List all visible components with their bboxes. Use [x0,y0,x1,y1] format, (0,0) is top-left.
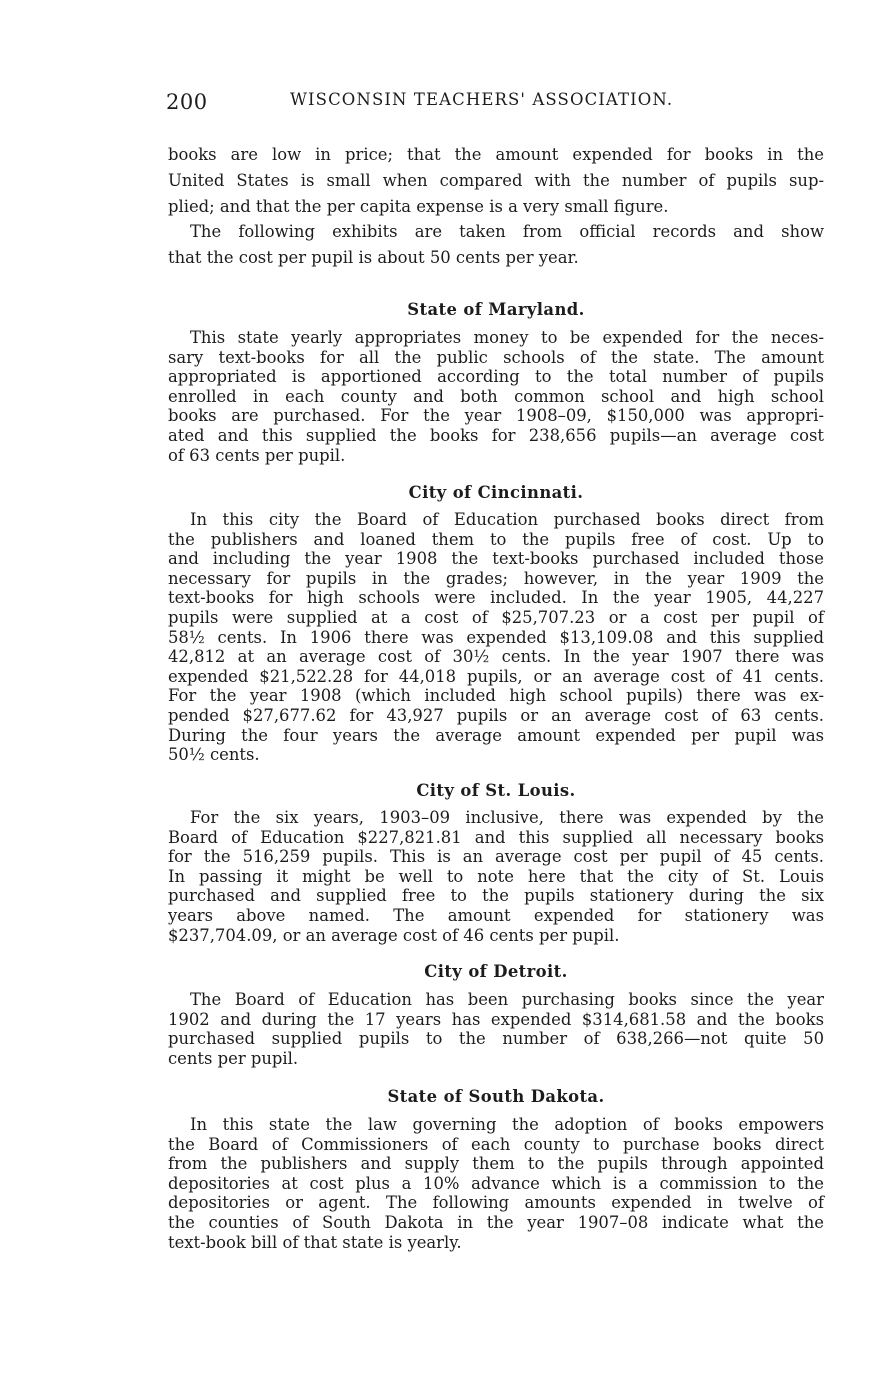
text-line: pupils were supplied at a cost of $25,707.23 or a cost per pupil of [168,607,824,627]
text-line: text-books for high schools were included. In the year 1905, 44,227 [168,588,824,608]
section-body-cincinnati [168,510,824,765]
text-line: depositories or agent. The following amounts expended in twelve of [168,1193,824,1213]
text-line: the publishers and loaned them to the pupils free of cost. Up to [168,529,824,549]
section-body-st-louis [168,808,824,945]
intro-paragraph [168,142,824,220]
page-header [166,88,826,118]
section-body-south-dakota [168,1115,824,1252]
text-line: purchased and supplied free to the pupils stationery during the six [168,886,824,906]
text-line: United States is small when compared with the number of pupils sup- [168,171,824,190]
section-heading-st-louis: City of St. Louis. [416,781,576,800]
text-line: Board of Education $227,821.81 and this supplied all necessary books [168,827,824,847]
text-line: sary text-books for all the public schools of the state. The amount [168,347,824,367]
text-line: pended $27,677.62 for 43,927 pupils or an average cost of 63 cents. [168,705,824,725]
section-heading-maryland: State of Maryland. [407,300,585,319]
running-title: WISCONSIN TEACHERS' ASSOCIATION. [290,90,674,109]
text-line: from the publishers and supply them to the pupils through appointed [168,1154,824,1174]
text-line: For the six years, 1903–09 inclusive, there was expended by the [190,808,824,827]
text-line: In this city the Board of Education purchased books direct from [190,510,824,529]
text-line: years above named. The amount expended for stationery was [168,905,824,925]
text-line: that the cost per pupil is about 50 cents per year. [168,248,579,267]
text-line: the counties of South Dakota in the year 1907–08 indicate what the [168,1212,824,1232]
text-line: 1902 and during the 17 years has expended $314,681.58 and the books [168,1009,824,1029]
text-line: text-book bill of that state is yearly. [168,1232,462,1252]
text-line: enrolled in each county and both common school and high school [168,386,824,406]
text-line: and including the year 1908 the text-books purchased included those [168,549,824,569]
text-line: For the year 1908 (which included high school pupils) there was ex- [168,686,824,706]
text-line: In passing it might be well to note here that the city of St. Louis [168,866,824,886]
section-heading-cincinnati: City of Cincinnati. [408,483,584,502]
text-line: necessary for pupils in the grades; however, in the year 1909 the [168,568,824,588]
section-body-detroit [168,990,824,1068]
text-line: of 63 cents per pupil. [168,445,346,465]
text-line: 50½ cents. [168,745,260,765]
text-line: 58½ cents. In 1906 there was expended $13,109.08 and this supplied [168,627,824,647]
text-line: expended $21,522.28 for 44,018 pupils, or an average cost of 41 cents. [168,666,824,686]
text-line: purchased supplied pupils to the number of 638,266—not quite 50 [168,1029,824,1049]
text-line: During the four years the average amount expended per pupil was [168,725,824,745]
section-heading-south-dakota: State of South Dakota. [387,1087,605,1106]
page-number: 200 [166,90,208,114]
text-line: The Board of Education has been purchasing books since the year [190,990,824,1009]
text-line: depositories at cost plus a 10% advance which is a commission to the [168,1173,824,1193]
section-heading-detroit: City of Detroit. [424,962,568,981]
text-line: for the 516,259 pupils. This is an average cost per pupil of 45 cents. [168,847,824,867]
exhibits-intro-paragraph [168,219,824,271]
section-body-maryland [168,328,824,465]
text-line: books are purchased. For the year 1908–09, $150,000 was appropri- [168,406,824,426]
text-line: This state yearly appropriates money to be expended for the neces- [190,328,824,347]
text-line: the Board of Commissioners of each county to purchase books direct [168,1134,824,1154]
text-line: plied; and that the per capita expense is a very small figure. [168,197,669,216]
text-line: cents per pupil. [168,1048,299,1068]
text-line: $237,704.09, or an average cost of 46 cents per pupil. [168,925,620,945]
text-line: books are low in price; that the amount expended for books in the [168,145,824,164]
text-line: appropriated is apportioned according to the total number of pupils [168,367,824,387]
text-line: In this state the law governing the adoption of books empowers [190,1115,824,1134]
text-line: 42,812 at an average cost of 30½ cents. In the year 1907 there was [168,647,824,667]
text-line: The following exhibits are taken from official records and show [190,222,824,241]
text-line: ated and this supplied the books for 238,656 pupils—an average cost [168,425,824,445]
